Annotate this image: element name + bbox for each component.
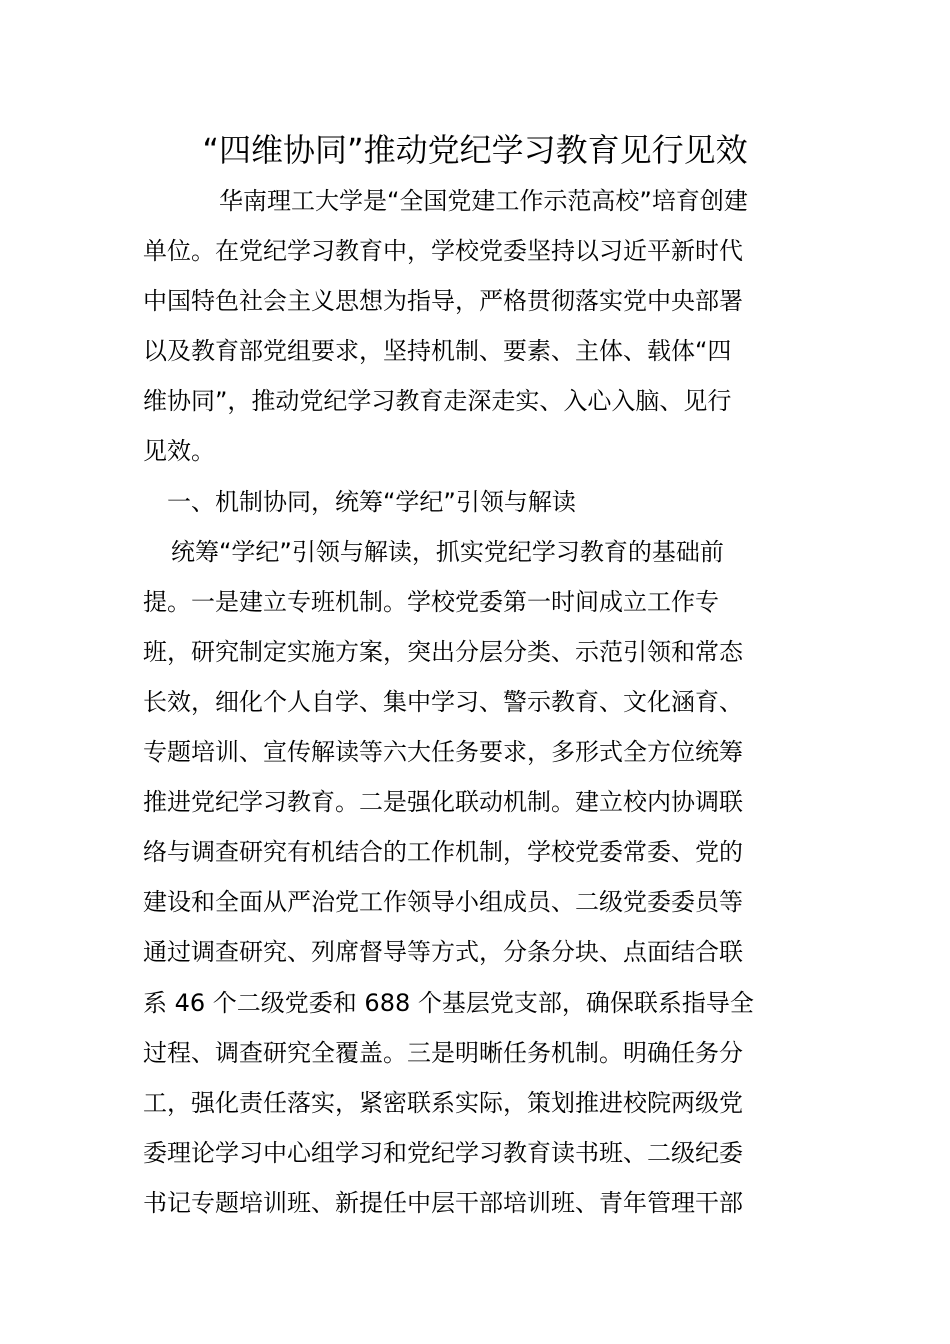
- document-title: “四维协同”推动党纪学习教育见行见效: [202, 131, 748, 169]
- paragraph-line: 长效，细化个人自学、集中学习、警示教育、文化涵育、: [143, 687, 743, 716]
- paragraph-line: 以及教育部党组要求，坚持机制、要素、主体、载体“四: [143, 337, 732, 366]
- paragraph-line: 通过调查研究、列席督导等方式，分条分块、点面结合联: [143, 938, 743, 967]
- paragraph-line: 委理论学习中心组学习和党纪学习教育读书班、二级纪委: [143, 1138, 743, 1167]
- paragraph-line: 中国特色社会主义思想为指导，严格贯彻落实党中央部署: [143, 287, 743, 316]
- paragraph-line: 过程、调查研究全覆盖。三是明晰任务机制。明确任务分: [143, 1038, 743, 1067]
- paragraph-line: 提。一是建立专班机制。学校党委第一时间成立工作专: [143, 587, 719, 616]
- paragraph-line: 书记专题培训班、新提任中层干部培训班、青年管理干部: [143, 1188, 743, 1217]
- paragraph-line: 华南理工大学是“全国党建工作示范高校”培育创建: [219, 187, 748, 215]
- paragraph-line: 维协同”，推动党纪学习教育走深走实、入心入脑、见行: [143, 387, 732, 416]
- paragraph-line: 工，强化责任落实，紧密联系实际，策划推进校院两级党: [143, 1088, 743, 1117]
- paragraph-line: 建设和全面从严治党工作领导小组成员、二级党委委员等: [143, 888, 743, 917]
- paragraph-line: 专题培训、宣传解读等六大任务要求，多形式全方位统筹: [143, 738, 743, 767]
- paragraph-line: 络与调查研究有机结合的工作机制，学校党委常委、党的: [143, 838, 743, 867]
- paragraph-line: 系 46 个二级党委和 688 个基层党支部，确保联系指导全: [143, 988, 754, 1017]
- paragraph-line: 班，研究制定实施方案，突出分层分类、示范引领和常态: [143, 637, 743, 666]
- section-heading: 一、机制协同，统筹“学纪”引领与解读: [167, 487, 576, 516]
- paragraph-line: 单位。在党纪学习教育中，学校党委坚持以习近平新时代: [143, 237, 743, 266]
- document-body: [143, 176, 813, 1228]
- paragraph-line: 见效。: [143, 437, 215, 466]
- paragraph-line: 推进党纪学习教育。二是强化联动机制。建立校内协调联: [143, 788, 743, 817]
- paragraph-line: 统筹“学纪”引领与解读，抓实党纪学习教育的基础前: [171, 537, 724, 566]
